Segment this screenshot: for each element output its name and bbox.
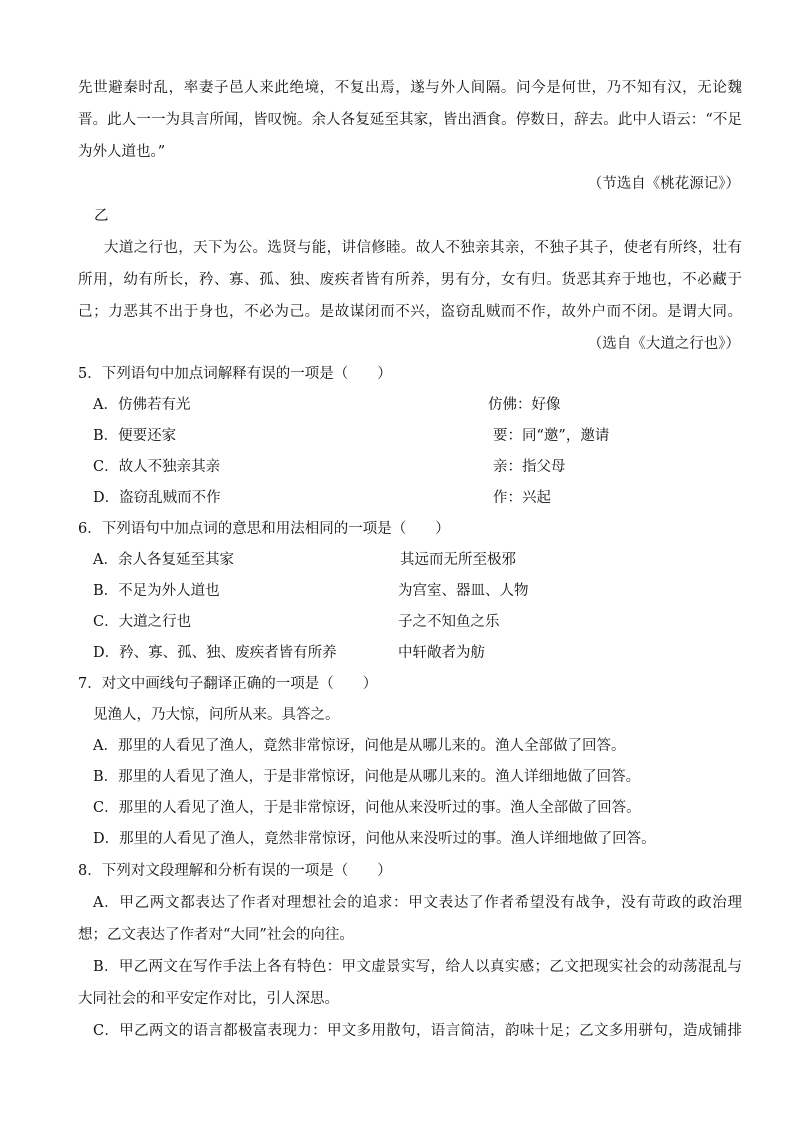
question-5-option-b-gloss: 要：同“邀”，邀请: [493, 428, 610, 444]
question-8-stem: 8．下列对文段理解和分析有误的一项是（ ）: [78, 863, 392, 879]
question-5-stem: 5．下列语句中加点词解释有误的一项是（ ）: [78, 366, 392, 382]
question-5-option-c: C．故人不独亲其亲: [93, 459, 221, 475]
passage-jia-line-3: 为外人道也。”: [78, 144, 166, 160]
passage-yi-line-3: 己；力恶其不出于身也，不必为己。是故谋闭而不兴，盗窃乱贼而不作，故外户而不闭。是谓大同。: [78, 304, 742, 320]
question-7-option-b: B．那里的人看见了渔人，于是非常惊讶，问他是从哪儿来的。渔人详细地做了回答。: [93, 769, 641, 785]
question-6-option-b-compare: 为宫室、器皿、人物: [398, 583, 529, 599]
passage-jia-line-2: 晋。此人一一为具言所闻，皆叹惋。余人各复延至其家，皆出酒食。停数日，辞去。此中人语云：“不足: [78, 112, 742, 128]
question-7-option-c: C．那里的人看见了渔人，于是非常惊讶，问他从来没听过的事。渔人全部做了回答。: [93, 800, 641, 816]
question-8-option-a-line-1: A．甲乙两文都表达了作者对理想社会的追求：甲文表达了作者希望没有战争，没有苛政的政治理: [93, 895, 742, 911]
passage-jia-source: （节选自《桃花源记》）: [587, 176, 740, 192]
passage-yi-label: 乙: [94, 208, 109, 224]
question-6-option-c: C．大道之行也: [93, 614, 192, 630]
question-8-option-b-line-1: B．甲乙两文在写作手法上各有特色：甲文虚景实写，给人以真实感；乙文把现实社会的动荡混乱与: [93, 959, 742, 975]
question-5-option-d-gloss: 作：兴起: [493, 490, 551, 506]
question-5-option-d: D．盗窃乱贼而不作: [93, 490, 221, 506]
question-5-option-c-gloss: 亲：指父母: [493, 459, 566, 475]
question-5-option-a: A．仿佛若有光: [93, 397, 191, 413]
question-8-option-a-line-2: 想；乙文表达了作者对“大同”社会的向往。: [78, 927, 354, 943]
question-6-stem: 6．下列语句中加点词的意思和用法相同的一项是（ ）: [78, 521, 450, 537]
question-6-option-a-compare: 其远而无所至极邪: [400, 552, 516, 568]
question-7-sentence: 见渔人，乃大惊，问所从来。具答之。: [93, 707, 340, 723]
question-8-option-b-line-2: 大同社会的和平安定作对比，引人深思。: [78, 991, 339, 1007]
question-7-option-a: A．那里的人看见了渔人，竟然非常惊讶，问他是从哪儿来的。渔人全部做了回答。: [93, 738, 626, 754]
passage-jia-line-1: 先世避秦时乱，率妻子邑人来此绝境，不复出焉，遂与外人间隔。问今是何世，乃不知有汉，无论魏: [78, 80, 742, 96]
question-6-option-b: B．不足为外人道也: [93, 583, 220, 599]
question-7-option-d: D．那里的人看见了渔人，竟然非常惊讶，问他从来没听过的事。渔人详细地做了回答。: [93, 831, 656, 847]
question-5-option-b: B．便要还家: [93, 428, 177, 444]
passage-yi-line-2: 所用，幼有所长，矜、寡、孤、独、废疾者皆有所养，男有分，女有归。货恶其弃于地也，不必藏于: [78, 272, 742, 288]
question-7-stem: 7．对文中画线句子翻译正确的一项是（ ）: [78, 676, 378, 692]
question-5-option-a-gloss: 仿佛：好像: [488, 397, 561, 413]
passage-yi-source: （选自《大道之行也》）: [587, 336, 740, 352]
question-6-option-d: D．矜、寡、孤、独、废疾者皆有所养: [93, 645, 337, 661]
question-6-option-a: A．余人各复延至其家: [93, 552, 234, 568]
question-6-option-c-compare: 子之不知鱼之乐: [398, 614, 500, 630]
question-8-option-c-line-1: C．甲乙两文的语言都极富表现力：甲文多用散句，语言简洁，韵味十足；乙文多用骈句，造成铺排: [93, 1023, 742, 1039]
passage-yi-line-1: 大道之行也，天下为公。选贤与能，讲信修睦。故人不独亲其亲，不独子其子，使老有所终，壮有: [104, 240, 742, 256]
question-6-option-d-compare: 中轩敞者为舫: [398, 645, 485, 661]
